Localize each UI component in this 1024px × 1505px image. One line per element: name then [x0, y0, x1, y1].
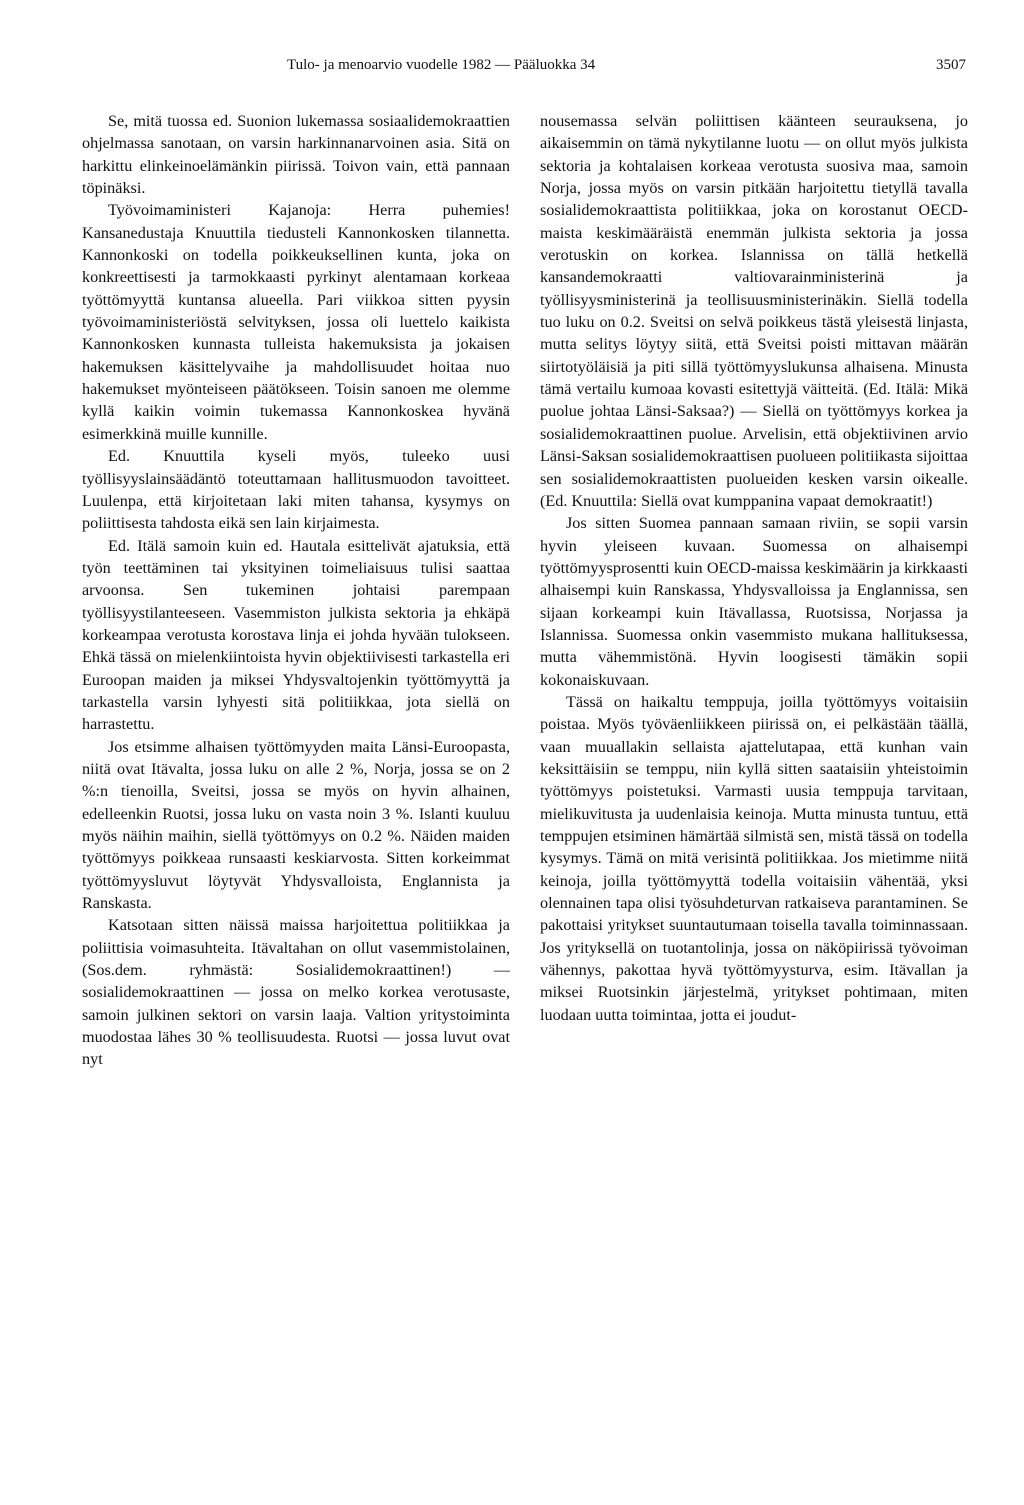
paragraph: Tässä on haikaltu temppuja, joilla työttömyys voitaisiin poistaa. Myös työväenliikkeen piirissä on, ei pelkästään täällä, vaan muuallakin sellaista ajattelutapaa, että kunhan vain keksittäisiin se temppu, niin kyllä sitten saataisiin yhteistoimin työttömyys poistetuksi. Varmasti uusia temppuja tarvitaan, mielikuvitusta ja uudenlaisia keinoja. Mutta minusta tuntuu, että temppujen etsiminen hämärtää silmistä sen, mistä tässä on todella kysymys. Tämä on mitä verisintä politiikkaa. Jos mietimme niitä keinoja, joilla työttömyyttä todella voitaisiin vähentää, yksi olennainen tapa olisi työsuhdeturvan ratkaiseva parantaminen. Se pakottaisi yritykset suuntautumaan toisella tavalla toiminnassaan. Jos yrityksellä on tuotantolinja, jossa on näköpiirissä työvoiman vähennys, pakottaa hyvä työttömyysturva, esim. Itävallan ja miksei Ruotsinkin järjestelmä, yritykset pohtimaan, miten luodaan uutta toimintaa, jotta ei joudut- [540, 692, 968, 1024]
running-header [0, 57, 1024, 81]
paragraph: Jos etsimme alhaisen työttömyyden maita Länsi-Euroopasta, niitä ovat Itävalta, jossa luku on alle 2 %, Norja, jossa se on 2 %:n tienoilla, Sveitsi, jossa se myös on hyvin alhainen, edelleenkin Ruotsi, jossa luku on vasta noin 3 %. Islanti kuuluu myös näihin maihin, siellä työttömyys on 0.2 %. Näiden maiden työttömyys poikkeaa runsaasti keskiarvosta. Sitten korkeimmat työttömyysluvut löytyvät Yhdysvalloista, Englannista ja Ranskasta. [82, 737, 510, 913]
paragraph: Se, mitä tuossa ed. Suonion lukemassa sosiaalidemokraattien ohjelmassa sanotaan, on varsin harkinnanarvoinen asia. Sitä on harkittu elinkeinoelämänkin piirissä. Toivon vain, että pannaan töpinäksi. [82, 112, 510, 198]
paragraph: Työvoimaministeri Kajanoja: Herra puhemies! Kansanedustaja Knuuttila tiedusteli Kannonkosken tilannetta. Kannonkoski on todella poikkeuksellinen kunta, joka on konkreettisesti ja tarmokkaasti pyrkinyt alentamaan korkeaa työttömyyttä kuntansa alueella. Pari viikkoa sitten pyysin työvoimaministeriöstä selvityksen, jossa oli luettelo kaikista Kannonkosken kunnasta tulleista hakemuksista ja jokaisen hakemuksen käsittelyvaihe ja mahdollisuudet hoitaa nuo hakemukset myönteiseen päätökseen. Toisin sanoen me olemme kyllä kaikin voimin tukemassa Kannonkoskea hyvänä esimerkkinä muille kunnille. [82, 201, 510, 443]
paragraph: Ed. Itälä samoin kuin ed. Hautala esittelivät ajatuksia, että työn teettäminen tai yksityinen toimeliaisuus tulisi saattaa arvoonsa. Sen tukeminen johtaisi parempaan työllisyystilanteeseen. Vasemmiston julkista sektoria ja ehkäpä korkeampaa verotusta korostava linja ei johda hyvään tulokseen. Ehkä tässä on mielenkiintoista hyvin objektiivisesti tarkastella eri Euroopan maiden ja miksei Yhdysvaltojenkin työttömyyttä ja tarkastella varsin lyhyesti sitä politiikkaa, jota siellä on harrastettu. [82, 536, 510, 734]
right-column [540, 110, 968, 1026]
left-column [82, 110, 510, 1071]
paragraph: nousemassa selvän poliittisen käänteen seurauksena, jo aikaisemmin on tämä nykytilanne luotu — on ollut myös julkista sektoria ja kohtalaisen korkeaa verotusta suosiva maa, samoin Norja, jossa myös on varsin pitkään harjoitettu tietyllä tavalla sosialidemokraattista politiikkaa, joka on korostanut OECD-maista keskimääräistä enemmän julkista sektoria ja jossa verotuskin on korkea. Islannissa on tällä hetkellä kansandemokraatti valtiovarainministerinä ja työllisyysministerinä ja teollisuusministerinäkin. Siellä todella tuo luku on 0.2. Sveitsi on selvä poikkeus tästä yleisestä linjasta, mutta selitys löytyy siitä, että Sveitsi poisti mittavan määrän siirtotyöläisiä ja piti sillä työttömyyslukunsa alhaisena. Minusta tämä vertailu kumoaa kovasti esitettyjä väitteitä. (Ed. Itälä: Mikä puolue johtaa Länsi-Saksaa?) — Siellä on työttömyys korkea ja sosialidemokraattinen puolue. Arvelisin, että objektiivinen arvio Länsi-Saksan sosialidemokraattisen puolueen politiikasta sijoittaa sen sosialidemokraattisten puolueiden kesken varsin oikealle. (Ed. Knuuttila: Siellä ovat kumppanina vapaat demokraatit!) [540, 112, 968, 510]
page-number: 3507 [936, 57, 966, 73]
paragraph: Katsotaan sitten näissä maissa harjoitettua politiikkaa ja poliittisia voimasuhteita. Itävaltahan on ollut vasemmistolainen, (Sos.dem. ryhmästä: Sosialidemokraattinen!) — sosialidemokraattinen — jossa on melko korkea verotusaste, samoin julkinen sektori on varsin laaja. Valtion yritystoiminta muodostaa lähes 30 % teollisuudesta. Ruotsi — jossa luvut ovat nyt [82, 916, 510, 1069]
paragraph: Ed. Knuuttila kyseli myös, tuleeko uusi työllisyyslainsäädäntö toteuttamaan hallitusmuodon tavoitteet. Luulenpa, että kirjoitetaan laki miten tahansa, kysymys on poliittisesta tahdosta eikä sen lain kirjaimesta. [82, 447, 510, 533]
header-title: Tulo- ja menoarvio vuodelle 1982 — Pääluokka 34 [287, 57, 596, 73]
paragraph: Jos sitten Suomea pannaan samaan riviin, se sopii varsin hyvin yleiseen kuvaan. Suomessa on alhaisempi työttömyysprosentti kuin OECD-maissa keskimäärin ja kirkkaasti alhaisempi kuin Ranskassa, Yhdysvalloissa ja Englannissa, sen sijaan korkeampi kuin Itävallassa, Ruotsissa, Norjassa ja Islannissa. Suomessa onkin vasemmisto mukana hallituksessa, mutta vähemmistönä. Hyvin loogisesti tämäkin sopii kokonaiskuvaan. [540, 514, 968, 689]
